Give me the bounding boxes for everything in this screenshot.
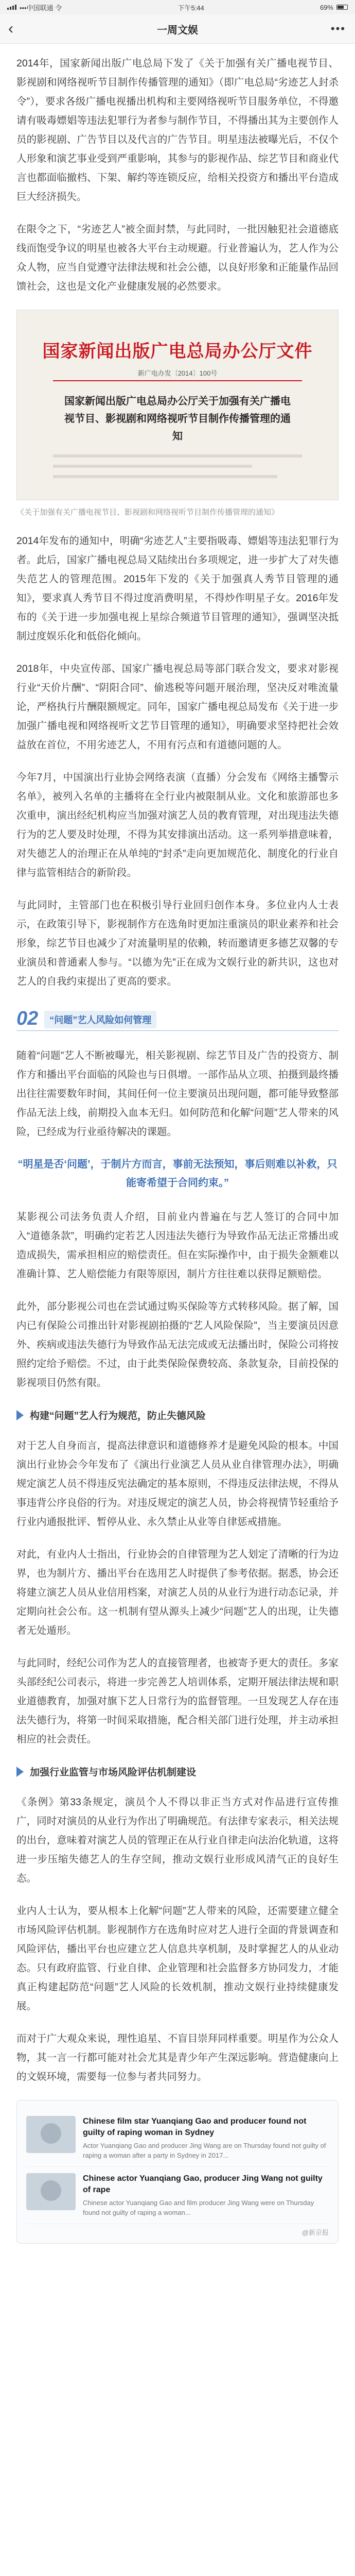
news-title: Chinese film star Yuanqiang Gao and producer found not guilty of raping woman in Sydney: [83, 2117, 307, 2137]
paragraph: 今年7月，中国演出行业协会网络表演（直播）分会发布《网络主播警示名单》，被列入名单的主播将在全行业内被限制从业。文化和旅游部也多次重申，演出经纪机构应当加强对演艺人员的教育管理，对出现违法失德行为的艺人要及时处理，不得为其安排演出活动。这一系列举措意味着，对失德艺人的治理正在从单纯的“封杀”走向更加规范化、制度化的行业自律与监管相结合的新阶段。: [16, 772, 339, 878]
document-image: [16, 310, 339, 500]
news-thumbnail: [26, 2173, 76, 2210]
news-title: Chinese actor Yuanqiang Gao, producer Jing Wang not guilty of rape: [83, 2174, 323, 2194]
battery-percent: 69%: [319, 3, 333, 11]
news-desc: Actor Yuanqiang Gao and producer Jing Wang are on Thursday found not guilty of raping a woman after a party in Sydney in 2017...: [83, 2142, 326, 2159]
triangle-bullet-icon: [16, 1410, 24, 1420]
paragraph: 随着“问题”艺人不断被曝光，相关影视剧、综艺节目及广告的投资方、制作方和播出平台面临的风险也与日俱增。一部作品从立项、拍摄到最终播出往往需要数年时间，其间任何一位主要演员出现问题，都可能导致整部作品无法上线，前期投入血本无归。如何防范和化解“问题”艺人带来的风险，已经成为行业亟待解决的课题。: [16, 1050, 339, 1138]
paragraph: 2018年，中央宣传部、国家广播电视总局等部门联合发文，要求对影视行业“天价片酬”、“阴阳合同”、偷逃税等问题开展治理，坚决反对唯流量论，严格执行片酬限额规定。同年，国家广播电视总局发布《关于进一步加强广播电视和网络视听文艺节目管理的通知》，明确要求坚持把社会效益放在首位，不用劣迹艺人，不用有污点和有道德问题的人。: [16, 663, 339, 751]
nav-bar: [0, 14, 355, 44]
document-figure: [16, 310, 339, 519]
triangle-bullet-icon: [16, 1767, 24, 1777]
news-thumbnail: [26, 2116, 76, 2153]
section-title: “问题”艺人风险如何管理: [44, 1011, 156, 1028]
more-icon[interactable]: •••: [330, 22, 346, 35]
paragraph: 与此同时，经纪公司作为艺人的直接管理者，也被寄予更大的责任。多家头部经纪公司表示，将进一步完善艺人培训体系，定期开展法律法规和职业道德教育，加强对旗下艺人日常行为的监督管理。一旦发现艺人存在违法失德行为，将第一时间采取措施，配合相关部门进行处理，并主动承担相应的社会责任。: [16, 1657, 339, 1745]
paragraph: 而对于广大观众来说，理性追星、不盲目崇拜同样重要。明星作为公众人物，其一言一行都可能对社会尤其是青少年产生深远影响。营造健康向上的文娱环境，需要每一位参与者共同努力。: [16, 2033, 339, 2082]
figure-caption: 《关于加强有关广播电视节目、影视剧和网络视听节目制作传播管理的通知》: [16, 508, 279, 517]
watermark-text: @新京报: [301, 2229, 329, 2236]
signal-icon: [7, 5, 16, 10]
paragraph: 此外，部分影视公司也在尝试通过购买保险等方式转移风险。据了解，国内已有保险公司推出针对影视剧拍摄的“艺人风险保险”，当主要演员因意外、疾病或违法失德行为导致作品无法完成或无法播出时，保险公司将按照约定给予赔偿。不过，由于此类保险保费较高、条款复杂，目前投保的影视项目仍然有限。: [16, 1301, 339, 1388]
section-heading: [16, 1009, 339, 1031]
status-bar: [0, 0, 355, 14]
subheading-text: 构建“问题”艺人行为规范，防止失德风险: [30, 1411, 206, 1421]
paragraph: 2014年发布的通知中，明确“劣迹艺人”主要指吸毒、嫖娼等违法犯罪行为者。此后，国家广播电视总局又陆续出台多项规定，进一步扩大了对失德失范艺人的管理范围。2015年下发的《关于加强真人秀节目管理的通知》，要求真人秀节目不得过度消费明星，不得炒作明星子女。2016年发布的《关于进一步加强电视上星综合频道节目管理的通知》，强调坚决抵制过度娱乐化和低俗化倾向。: [16, 535, 339, 642]
subheading: [16, 1408, 339, 1422]
article-body: [0, 44, 355, 2244]
news-item[interactable]: [26, 2110, 329, 2167]
document-number: 新广电办发〔2014〕100号: [137, 369, 218, 377]
page-title: 一周文娱: [157, 24, 198, 36]
paragraph: 业内人士认为，要从根本上化解“问题”艺人带来的风险，还需要建立健全市场风险评估机制。影视制作方在选角时应对艺人进行全面的背景调查和风险评估，播出平台也应建立艺人信息共享机制，及时掌握艺人的从业动态。只有政府监管、行业自律、企业管理和社会监督多方协同发力，才能真正构建起防范“问题”艺人风险的长效机制，推动文娱行业持续健康发展。: [16, 1905, 339, 2012]
subheading: [16, 1765, 339, 1778]
document-subject: 国家新闻出版广电总局办公厅关于加强有关广播电视节目、影视剧和网络视听节目制作传播管理的通知: [64, 396, 291, 442]
news-card: [16, 2100, 339, 2244]
red-divider: [53, 380, 302, 381]
paragraph: 与此同时，主管部门也在积极引导行业回归创作本身。多位业内人士表示，在政策引导下，影视制作方在选角时更加注重演员的职业素养和社会形象，综艺节目也减少了对流量明星的依赖，转而邀请更多德艺双馨的专业演员和普通素人参与。“以德为先”正在成为文娱行业的新共识，这也对艺人的自我约束提出了更高的要求。: [16, 900, 339, 987]
paragraph: 某影视公司法务负责人介绍，目前业内普遍在与艺人签订的合同中加入“道德条款”，明确约定若艺人因违法失德行为导致作品无法正常播出或造成损失，需承担相应的赔偿责任。但在实际操作中，由于损失金额难以准确计算、艺人赔偿能力有限等原因，制片方往往难以获得足额赔偿。: [16, 1211, 339, 1280]
paragraph: 对此，有业内人士指出，行业协会的自律管理为艺人划定了清晰的行为边界，也为制片方、播出平台在选用艺人时提供了参考依据。据悉，协会还将建立演艺人员从业信用档案，对演艺人员的从业行为进行动态记录，并定期向社会公布。这一机制有望从源头上减少“问题”艺人的出现，让失德者无处遁形。: [16, 1549, 339, 1636]
news-desc: Chinese actor Yuanqiang Gao and film producer Jing Wang were on Thursday found not guilty of raping a woman...: [83, 2199, 314, 2216]
battery-icon: [336, 5, 348, 10]
document-header: 国家新闻出版广电总局办公厅文件: [42, 342, 313, 361]
paragraph: 2014年，国家新闻出版广电总局下发了《关于加强有关广播电视节目、影视剧和网络视听节目制作传播管理的通知》（即广电总局“劣迹艺人封杀令”），要求各级广播电视播出机构和主要网络视听节目服务单位，不得邀请有吸毒嫖娼等违法犯罪行为者参与制作节目，不得播出其为主要创作人员的影视剧、广告节目以及代言的广告节目。明星违法被曝光后，不仅个人形象和演艺事业受到严重影响，其参与的影视作品、综艺节目和商业代言也都面临撤档、下架、解约等连锁反应，给相关投资方和播出平台造成巨大经济损失。: [16, 58, 339, 202]
section-number: 02: [16, 1008, 39, 1029]
carrier-label: •••中国联通 令: [20, 4, 62, 12]
pull-quote: “明星是否‘问题’，于制片方而言，事前无法预知，事后则难以补救，只能寄希望于合同约束。”: [17, 1159, 338, 1189]
clock: 下午5:44: [177, 4, 204, 12]
back-icon[interactable]: ‹: [8, 20, 13, 37]
paragraph: 对于艺人自身而言，提高法律意识和道德修养才是避免风险的根本。中国演出行业协会今年发布了《演出行业演艺人员从业自律管理办法》，明确规定演艺人员不得违反宪法确定的基本原则，不得违反法律法规，不得从事违背公序良俗的行为。对违反规定的演艺人员，协会将视情节轻重给予行业内通报批评、暂停从业、永久禁止从业等自律惩戒措施。: [16, 1440, 339, 1528]
subheading-text: 加强行业监管与市场风险评估机制建设: [30, 1767, 197, 1778]
paragraph: 《条例》第33条规定，演员个人不得以非正当方式对作品进行宣传推广，同时对演员的从业行为作出了明确规范。有法律专家表示，相关法规的出台，意味着对演艺人员的管理正在从行业自律走向法治化轨道，这将进一步压缩失德艺人的生存空间，推动文娱行业形成风清气正的良好生态。: [16, 1797, 339, 1884]
document-text-lines: [53, 454, 302, 485]
news-item[interactable]: [26, 2167, 329, 2224]
paragraph: 在限令之下，“劣迹艺人”被全面封禁，与此同时，一批因触犯社会道德底线而饱受争议的明星也被各大平台主动规避。行业普遍认为，艺人作为公众人物，应当自觉遵守法律法规和社会公德，以良好形象和正能量作品回馈社会，这也是文化产业健康发展的必然要求。: [16, 224, 339, 292]
